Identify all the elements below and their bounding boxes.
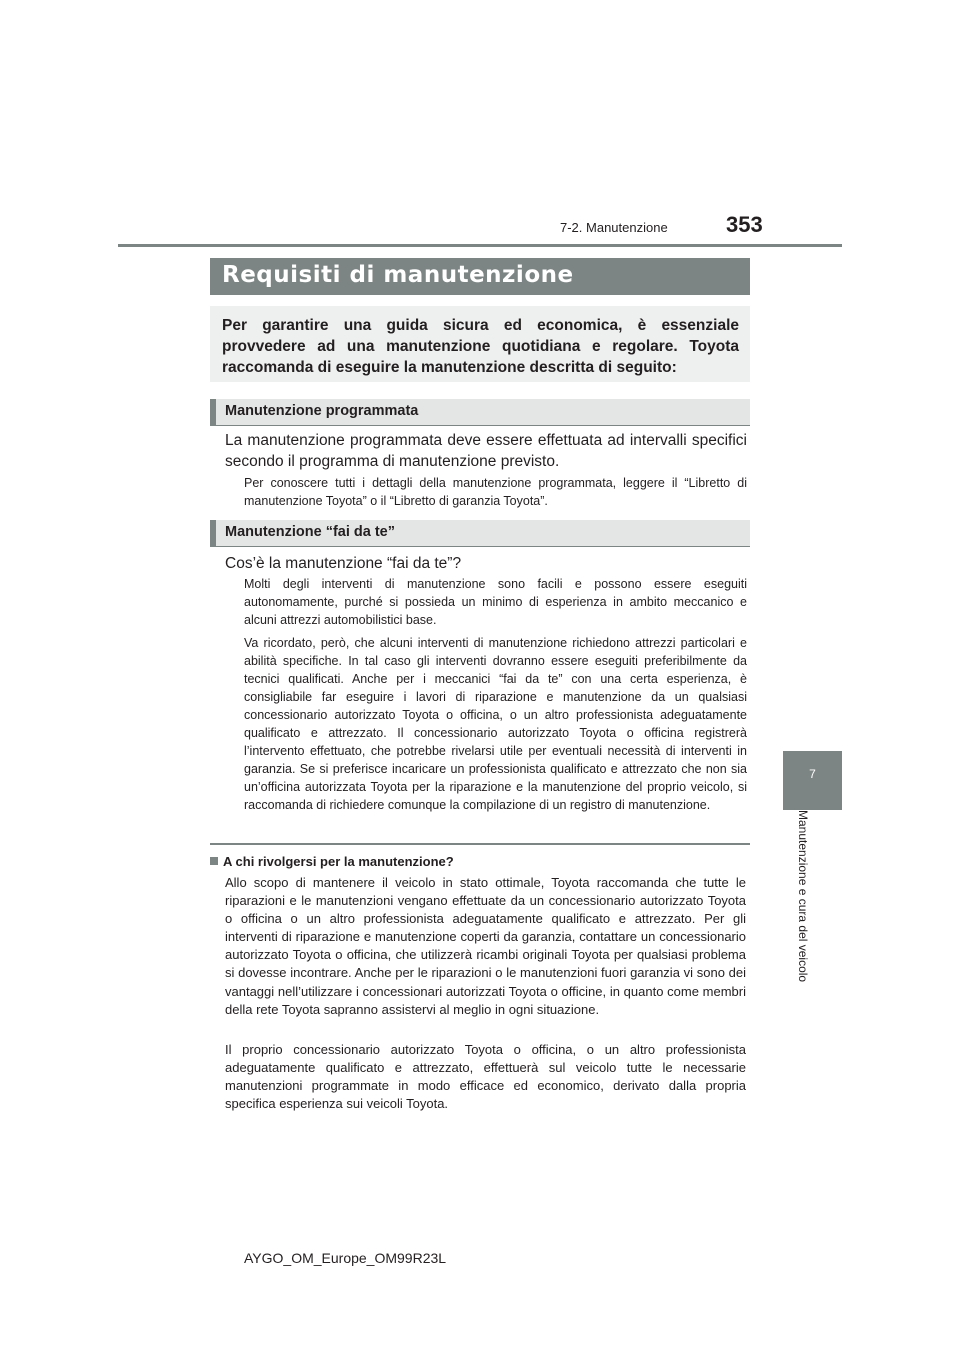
paragraph: Va ricordato, però, che alcuni interventi di manutenzione richiedono attrezzi particolari e abilità specifiche. In tal caso gli interventi dovranno essere eseguiti preferibilmente da tecnici qualificati. Anche per i meccanici “fai da te” con una certa esperienza, è consigliabile far eseguire i lavori di riparazione e manutenzione da un qualsiasi concessionario autorizzato Toyota o officina, o un altro professionista adeguatamente qualificato e attrezzato. Il concessionario autorizzato Toyota o officina registrerà l’intervento effettuato, che potrebbe rivelarsi utile per eventuali necessità di interventi in garanzia. Se si preferisce incaricare un professionista qualificato e attrezzato che non sia un’officina autorizzata Toyota per la riparazione e la manutenzione del proprio veicolo, si raccomanda di richiedere comunque la compilazione di un registro di manutenzione. xyxy=(244,636,747,812)
chapter-title-wrap xyxy=(792,810,812,983)
page-title: Requisiti di manutenzione xyxy=(222,262,574,288)
section-divider xyxy=(210,843,750,845)
section-marker xyxy=(210,520,216,546)
section-heading-label: Manutenzione programmata xyxy=(225,403,419,419)
intro-text: Per garantire una guida sicura ed economica, è essenziale provvedere ad una manutenzione quotidiana e regolare. Toyota raccomanda di eseguire la manutenzione descritta di seguito: xyxy=(222,317,739,376)
chapter-number: 7 xyxy=(809,767,816,781)
note-paragraph: Il proprio concessionario autorizzato Toyota o officina, o un altro professionista adeguatamente qualificato e attrezzato, effettuerà sul veicolo tutte le necessarie manutenzioni programmate in modo efficace ed economico, derivato dalla propria specifica esperienza sui veicoli Toyota. xyxy=(225,1042,746,1112)
page-number: 353 xyxy=(726,212,763,237)
section-lead: Cos’è la manutenzione “fai da te”? xyxy=(225,555,462,572)
paragraph: Molti degli interventi di manutenzione sono facili e possono essere eseguiti autonomamente, purché si possieda un minimo di esperienza in ambito meccanico e alcuni attrezzi automobilistici base. xyxy=(244,577,747,627)
footer-doc-id: AYGO_OM_Europe_OM99R23L xyxy=(244,1250,447,1266)
paragraph: Per conoscere tutti i dettagli della manutenzione programmata, leggere il “Libretto di manutenzione Toyota” o il “Libretto di garanzia Toyota”. xyxy=(244,476,747,508)
intro-box xyxy=(210,306,750,382)
chapter-title: Manutenzione e cura del veicolo xyxy=(796,810,810,983)
section-heading-fai-da-te xyxy=(210,520,750,547)
note-heading xyxy=(210,854,454,869)
note-paragraph: Allo scopo di mantenere il veicolo in stato ottimale, Toyota raccomanda che tutte le riparazioni e le manutenzioni vengano effettuate da un concessionario autorizzato Toyota o officina o un altro professionista adeguatamente qualificato e attrezzato. Per gli interventi di riparazione e manutenzione coperti da garanzia, contattare un concessionario autorizzato Toyota o officina, che utilizzerà ricambi originali Toyota per qualsiasi problema si dovesse incontrare. Anche per le riparazioni o le manutenzioni fuori garanzia vi sono dei vantaggi nell’utilizzare i concessionari autorizzati Toyota o officine, in quanto come membri della rete Toyota sapranno assistervi al meglio in ogni situazione. xyxy=(225,875,746,1017)
section-marker xyxy=(210,399,216,425)
square-bullet-icon xyxy=(210,857,218,865)
section-heading-programmata xyxy=(210,399,750,426)
section-lead: La manutenzione programmata deve essere effettuata ad intervalli specifici secondo il programma di manutenzione previsto. xyxy=(225,432,747,470)
page-title-bar xyxy=(210,258,750,295)
note-heading-text: A chi rivolgersi per la manutenzione? xyxy=(223,854,454,869)
section-heading-label: Manutenzione “fai da te” xyxy=(225,524,395,540)
header-rule xyxy=(118,244,842,247)
header-section-title: 7-2. Manutenzione xyxy=(560,220,668,235)
